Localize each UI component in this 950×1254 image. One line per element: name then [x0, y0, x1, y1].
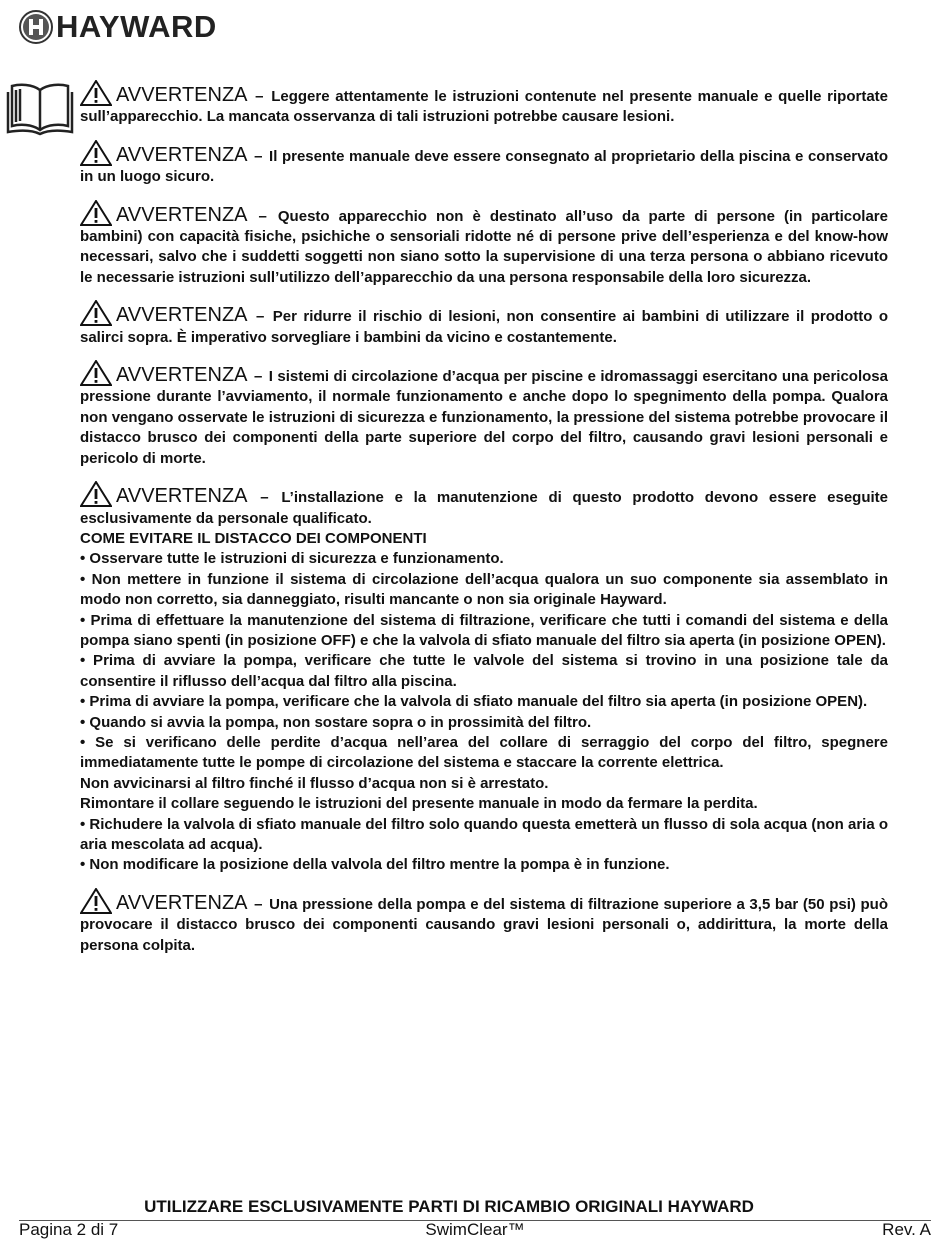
warning-text: Leggere attentamente le istruzioni contenute nel presente manuale e quelle riportate sull’apparecchio. La mancata osservanza di tali istruzioni potrebbe causare lesioni. — [80, 88, 888, 126]
warning-triangle-icon — [80, 80, 112, 106]
instruction-item: • Non mettere in funzione il sistema di circolazione dell’acqua qualora un suo componente sia assemblato in modo non corretto, sia danneggiato, risulti mancante o non sia originale Hayward. — [80, 570, 888, 609]
warning-keyword: AVVERTENZA — [116, 485, 248, 508]
instruction-item: • Prima di effettuare la manutenzione del sistema di filtrazione, verificare che tutti i comandi del sistema e della pompa siano spenti (in posizione OFF) e che la valvola di sfiato manuale del filtro sia aperta (in posizione OPEN). — [80, 611, 888, 649]
brand-name: HAYWARD — [56, 9, 217, 44]
revision-label: Rev. A — [882, 1220, 931, 1239]
warning-text: L’installazione e la manutenzione di questo prodotto devono essere eseguite esclusivamente da personale qualificato. — [80, 489, 888, 527]
instruction-item: • Richudere la valvola di sfiato manuale del filtro solo quando questa emetterà un flusso di sola acqua (non aria o aria mescolata ad acqua). — [80, 815, 888, 853]
bottom-notice: UTILIZZARE ESCLUSIVAMENTE PARTI DI RICAMBIO ORIGINALI HAYWARD — [144, 1197, 754, 1216]
instruction-item: Rimontare il collare seguendo le istruzioni del presente manuale in modo da fermare la perdita. — [80, 795, 758, 813]
warning-text: Per ridurre il rischio di lesioni, non consentire ai bambini di utilizzare il prodotto o salirci sopra. È imperativo sorvegliare i bambini da vicino e costantemente. — [80, 308, 888, 346]
warning-text: Il presente manuale deve essere consegnato al proprietario della piscina e conservato in un luogo sicuro. — [80, 147, 888, 186]
warning-keyword: AVVERTENZA — [116, 84, 248, 106]
warning-3: AVVERTENZA – Questo apparecchio non è destinato all’uso da parte di persone (in particolare bambini) con capacità fisiche, psichiche o sensoriali ridotte né di persone prive dell’esperienza e del know-how necessari, salvo che i suddetti soggetti non siano sotto la supervisione di una terza persona o abbiano ricevuto le necessarie istruzioni sull’utilizzo dell’apparecchio da una persona responsabile della loro sicurezza. — [80, 200, 888, 289]
hayward-logo — [19, 9, 217, 45]
warning-keyword: AVVERTENZA — [116, 203, 248, 226]
instruction-item: • Prima di avviare la pompa, verificare che tutte le valvole del sistema si trovino in una posizione tale da consentire il riflusso dell’acqua dal filtro alla piscina. — [80, 652, 888, 690]
document-body — [80, 80, 888, 968]
warning-keyword: AVVERTENZA — [116, 304, 248, 327]
instruction-item: • Se si verificano delle perdite d’acqua nell’area del collare di serraggio del corpo del filtro, spegnere immediatamente tutte le pompe di circolazione del sistema e staccare la corrente elettrica. — [80, 733, 888, 772]
warning-6: AVVERTENZA – L’installazione e la manutenzione di questo prodotto devono essere eseguite esclusivamente da personale qualificato. — [80, 481, 888, 529]
section-heading: COME EVITARE IL DISTACCO DEI COMPONENTI — [80, 529, 427, 547]
page-footer — [19, 1220, 931, 1242]
warning-text: Questo apparecchio non è destinato all’uso da parte di persone (in particolare bambini) con capacità fisiche, psichiche o sensoriali ridotte né di persone prive dell’esperienza e del know-how necessari, salvo che i suddetti soggetti non siano sotto la supervisione di una terza persona o abbiano ricevuto le necessarie istruzioni sull’utilizzo dell’apparecchio da una persona responsabile della loro sicurezza. — [80, 207, 888, 286]
warning-keyword: AVVERTENZA — [116, 143, 248, 166]
warning-keyword: AVVERTENZA — [116, 364, 248, 387]
warning-text: I sistemi di circolazione d’acqua per piscine e idromassaggi esercitano una pericolosa pressione durante l’avviamento, il normale funzionamento e anche dopo lo spegnimento della pompa. Qualora non vengano osservate le istruzioni di sicurezza e funzionamento, la pressione del sistema potrebbe provocare il distacco brusco dei componenti della parte superiore del corpo del filtro, causando gravi lesioni personali e pericolo di morte. — [80, 368, 888, 467]
warning-4: AVVERTENZA – Per ridurre il rischio di lesioni, non consentire ai bambini di utilizzare il prodotto o salirci sopra. È imperativo sorvegliare i bambini da vicino e costantemente. — [80, 300, 888, 348]
instruction-list — [80, 549, 888, 876]
warning-1: AVVERTENZA – Leggere attentamente le istruzioni contenute nel presente manuale e quelle riportate sull’apparecchio. La mancata osservanza di tali istruzioni potrebbe causare lesioni. — [80, 80, 888, 128]
instruction-item: • Quando si avvia la pompa, non sostare sopra o in prossimità del filtro. — [80, 713, 592, 731]
warning-triangle-icon — [80, 200, 112, 226]
warning-keyword: AVVERTENZA — [116, 891, 248, 914]
warnings-list — [80, 80, 888, 529]
warning-text: Una pressione della pompa e del sistema di filtrazione superiore a 3,5 bar (50 psi) può provocare il distacco brusco dei componenti causando gravi lesioni personali o, addirittura, la morte della persona colpita. — [80, 895, 889, 954]
page-number: Pagina 2 di 7 — [19, 1220, 119, 1239]
warning-triangle-icon — [80, 888, 112, 914]
warning-triangle-icon — [80, 140, 112, 166]
manual-book-icon — [6, 80, 74, 136]
instruction-item: • Non modificare la posizione della valvola del filtro mentre la pompa è in funzione. — [80, 856, 670, 874]
instruction-item: • Prima di avviare la pompa, verificare che la valvola di sfiato manuale del filtro sia aperta (in posizione OPEN). — [80, 693, 868, 711]
warning-triangle-icon — [80, 360, 112, 386]
warning-5: AVVERTENZA – I sistemi di circolazione d’acqua per piscine e idromassaggi esercitano una pericolosa pressione durante l’avviamento, il normale funzionamento e anche dopo lo spegnimento della pompa. Qualora non vengano osservate le istruzioni di sicurezza e funzionamento, la pressione del sistema potrebbe provocare il distacco brusco dei componenti della parte superiore del corpo del filtro, causando gravi lesioni personali e pericolo di morte. — [80, 360, 888, 469]
warning-2: AVVERTENZA – Il presente manuale deve essere consegnato al proprietario della piscina e conservato in un luogo sicuro. — [80, 140, 888, 188]
section-component-safety — [80, 529, 888, 876]
product-name: SwimClear™ — [425, 1220, 525, 1239]
hayward-h-icon — [19, 10, 53, 44]
warning-pressure: AVVERTENZA – Una pressione della pompa e del sistema di filtrazione superiore a 3,5 bar (50 psi) può provocare il distacco brusco dei componenti causando gravi lesioni personali o, addirittura, la morte della persona colpita. — [80, 888, 888, 956]
warning-triangle-icon — [80, 481, 112, 507]
instruction-item: • Osservare tutte le istruzioni di sicurezza e funzionamento. — [80, 550, 504, 568]
warning-triangle-icon — [80, 300, 112, 326]
instruction-item: Non avvicinarsi al filtro finché il flusso d’acqua non si è arrestato. — [80, 774, 549, 792]
